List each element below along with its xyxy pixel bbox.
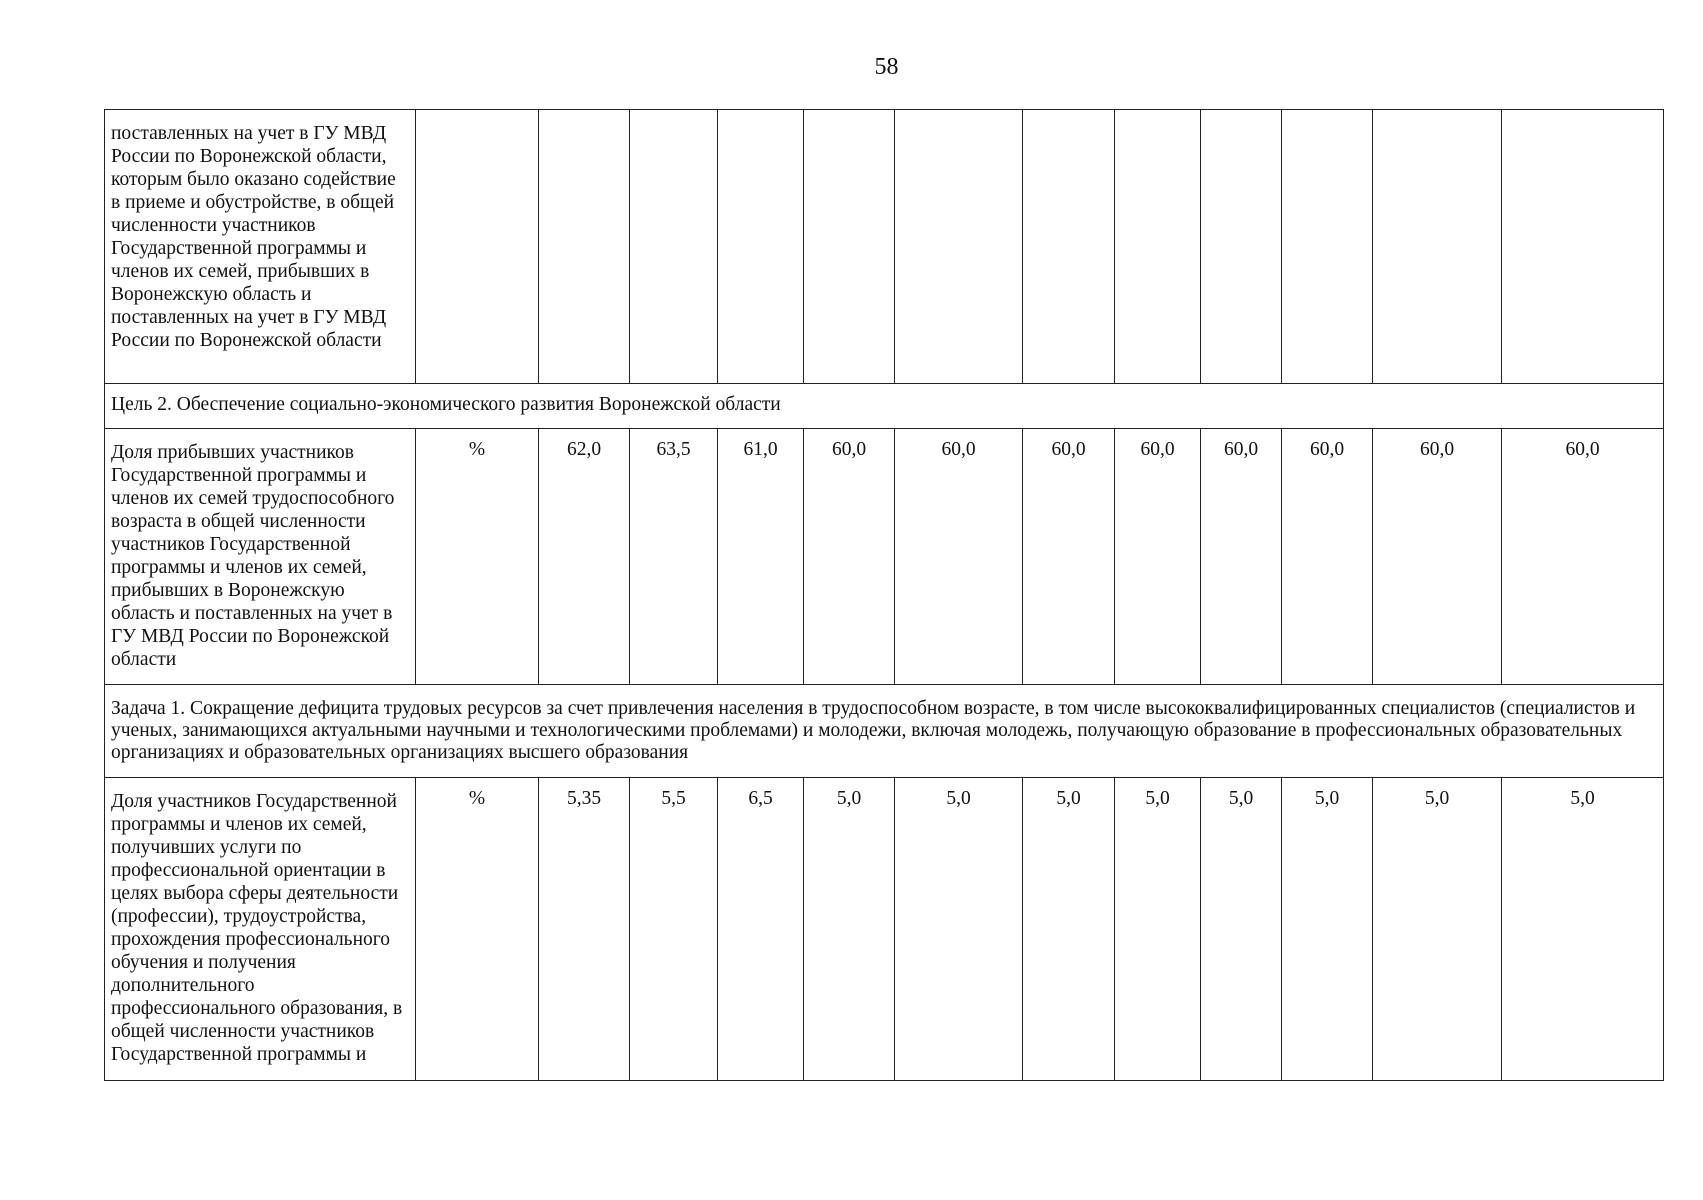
value-cell: 5,0 [895, 778, 1023, 1081]
indicator-name: Доля прибывших участников Государственной программы и членов их семей трудоспособного возраста в общей численности участников Государственной программы и членов их семей, прибывших в Воронежскую область и поставленных на учет в ГУ МВД России по Воронежской области [105, 429, 416, 685]
table-row [105, 110, 1664, 384]
value-cell: 6,5 [718, 778, 804, 1081]
value-cell: 60,0 [1115, 429, 1201, 685]
value-cell: 5,0 [1373, 778, 1502, 1081]
value-cell [804, 110, 895, 384]
value-cell [895, 110, 1023, 384]
indicator-name: Доля участников Государственной программы и членов их семей, получивших услуги по профессиональной ориентации в целях выбора сферы деятельности (профессии), трудоустройства, прохождения профессионального обучения и получения дополнительного профессионального образования, в общей численности участников Государственной программы и [105, 778, 416, 1081]
value-cell [539, 110, 630, 384]
value-cell: 61,0 [718, 429, 804, 685]
value-cell: 5,0 [804, 778, 895, 1081]
value-cell [1282, 110, 1373, 384]
value-cell: 5,0 [1115, 778, 1201, 1081]
value-cell [1502, 110, 1664, 384]
indicators-table [104, 109, 1664, 1081]
value-cell: 60,0 [1201, 429, 1282, 685]
value-cell [630, 110, 718, 384]
value-cell: 60,0 [895, 429, 1023, 685]
section-row [105, 685, 1664, 778]
unit-cell: % [416, 429, 539, 685]
value-cell: 60,0 [1502, 429, 1664, 685]
value-cell: 60,0 [1282, 429, 1373, 685]
page-number: 58 [874, 54, 899, 80]
indicator-name: поставленных на учет в ГУ МВД России по Воронежской области, которым было оказано содействие в приеме и обустройстве, в общей численности участников Государственной программы и членов их семей, прибывших в Воронежскую область и поставленных на учет в ГУ МВД России по Воронежской области [105, 110, 416, 384]
value-cell: 5,0 [1023, 778, 1115, 1081]
value-cell: 60,0 [1023, 429, 1115, 685]
value-cell: 5,0 [1502, 778, 1664, 1081]
value-cell [1201, 110, 1282, 384]
value-cell: 63,5 [630, 429, 718, 685]
value-cell: 62,0 [539, 429, 630, 685]
value-cell [1115, 110, 1201, 384]
value-cell: 60,0 [804, 429, 895, 685]
value-cell: 5,0 [1201, 778, 1282, 1081]
value-cell [1373, 110, 1502, 384]
value-cell: 60,0 [1373, 429, 1502, 685]
table-row [105, 429, 1664, 685]
task-heading: Задача 1. Сокращение дефицита трудовых ресурсов за счет привлечения населения в трудоспособном возрасте, в том числе высококвалифицированных специалистов (специалистов и ученых, занимающихся актуальными научными и технологическими проблемами) и молодежи, включая молодежь, получающую образование в профессиональных образовательных организациях и образовательных организациях высшего образования [105, 685, 1664, 778]
section-row [105, 384, 1664, 429]
value-cell: 5,5 [630, 778, 718, 1081]
value-cell: 5,35 [539, 778, 630, 1081]
unit-cell: % [416, 778, 539, 1081]
value-cell: 5,0 [1282, 778, 1373, 1081]
value-cell [718, 110, 804, 384]
goal-heading: Цель 2. Обеспечение социально-экономического развития Воронежской области [105, 384, 1664, 429]
table-row [105, 778, 1664, 1081]
value-cell [1023, 110, 1115, 384]
unit-cell [416, 110, 539, 384]
